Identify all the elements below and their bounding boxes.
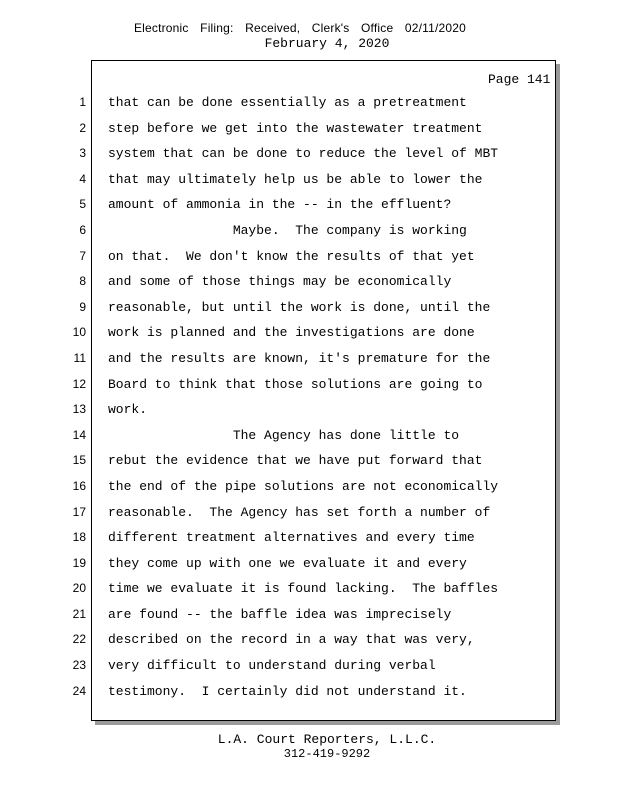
line-number: 19 bbox=[72, 555, 86, 570]
transcript-line bbox=[0, 525, 600, 551]
transcript-line bbox=[0, 679, 600, 705]
line-text: work is planned and the investigations are done bbox=[108, 325, 475, 341]
line-text: they come up with one we evaluate it and every bbox=[108, 555, 467, 571]
line-text: reasonable, but until the work is done, until the bbox=[108, 299, 491, 315]
line-text: described on the record in a way that was very, bbox=[108, 632, 475, 648]
transcript-line bbox=[0, 397, 600, 423]
transcript-line bbox=[0, 627, 600, 653]
transcript-line bbox=[0, 90, 600, 116]
line-number: 5 bbox=[79, 197, 86, 212]
transcript-line bbox=[0, 141, 600, 167]
line-number: 21 bbox=[72, 606, 86, 621]
line-text: very difficult to understand during verbal bbox=[108, 658, 436, 674]
line-number: 22 bbox=[72, 632, 86, 647]
line-text: Maybe. The company is working bbox=[108, 222, 467, 238]
line-number: 7 bbox=[79, 248, 86, 263]
court-reporter-name: L.A. Court Reporters, L.L.C. bbox=[217, 732, 437, 747]
transcript-line bbox=[0, 269, 600, 295]
line-text: that may ultimately help us be able to lower the bbox=[108, 171, 483, 187]
transcript-line bbox=[0, 551, 600, 577]
line-text: and some of those things may be economically bbox=[108, 274, 452, 290]
line-text: amount of ammonia in the -- in the effluent? bbox=[108, 197, 452, 213]
line-number: 13 bbox=[72, 402, 86, 417]
line-number: 18 bbox=[72, 530, 86, 545]
line-text: system that can be done to reduce the level of MBT bbox=[108, 146, 499, 162]
line-text: Board to think that those solutions are going to bbox=[108, 376, 483, 392]
line-text: rebut the evidence that we have put forward that bbox=[108, 453, 483, 469]
transcript-line bbox=[0, 372, 600, 398]
court-reporter-phone: 312-419-9292 bbox=[283, 747, 371, 761]
line-number: 12 bbox=[72, 376, 86, 391]
line-text: the end of the pipe solutions are not economically bbox=[108, 478, 499, 494]
line-number: 2 bbox=[79, 120, 86, 135]
transcript-line bbox=[0, 192, 600, 218]
transcript-line bbox=[0, 602, 600, 628]
line-number: 9 bbox=[79, 299, 86, 314]
transcript-lines bbox=[0, 90, 600, 704]
line-number: 23 bbox=[72, 658, 86, 673]
line-number: 8 bbox=[79, 274, 86, 289]
line-text: step before we get into the wastewater treatment bbox=[108, 120, 483, 136]
transcript-line bbox=[0, 116, 600, 142]
transcript-line bbox=[0, 295, 600, 321]
line-number: 24 bbox=[72, 683, 86, 698]
filing-stamp: Electronic Filing: Received, Clerk's Office 02/11/2020 bbox=[133, 21, 467, 35]
transcript-line bbox=[0, 320, 600, 346]
line-number: 6 bbox=[79, 222, 86, 237]
line-number: 16 bbox=[72, 478, 86, 493]
line-number: 4 bbox=[79, 171, 86, 186]
transcript-line bbox=[0, 244, 600, 270]
line-text: and the results are known, it's premature for the bbox=[108, 350, 491, 366]
transcript-line bbox=[0, 500, 600, 526]
line-number: 15 bbox=[72, 453, 86, 468]
transcript-line bbox=[0, 653, 600, 679]
line-text: are found -- the baffle idea was imprecisely bbox=[108, 606, 452, 622]
line-number: 3 bbox=[79, 146, 86, 161]
line-text: different treatment alternatives and every time bbox=[108, 530, 475, 546]
line-text: reasonable. The Agency has set forth a number of bbox=[108, 504, 491, 520]
transcript-line bbox=[0, 167, 600, 193]
transcript-line bbox=[0, 474, 600, 500]
line-text: testimony. I certainly did not understand it. bbox=[108, 683, 467, 699]
line-number: 20 bbox=[72, 581, 86, 596]
transcript-line bbox=[0, 218, 600, 244]
line-number: 11 bbox=[73, 350, 86, 365]
line-text: The Agency has done little to bbox=[108, 427, 460, 443]
line-text: that can be done essentially as a pretreatment bbox=[108, 95, 467, 110]
hearing-date: February 4, 2020 bbox=[264, 36, 390, 51]
transcript-line bbox=[0, 576, 600, 602]
line-text: work. bbox=[108, 402, 148, 418]
line-text: time we evaluate it is found lacking. The baffles bbox=[108, 581, 499, 597]
page-number: Page 141 bbox=[488, 72, 551, 87]
transcript-line bbox=[0, 346, 600, 372]
transcript-line bbox=[0, 423, 600, 449]
line-number: 1 bbox=[79, 95, 86, 109]
line-number: 17 bbox=[72, 504, 86, 519]
transcript-line bbox=[0, 448, 600, 474]
line-number: 10 bbox=[72, 325, 86, 340]
line-text: on that. We don't know the results of that yet bbox=[108, 248, 475, 264]
line-number: 14 bbox=[72, 427, 86, 442]
